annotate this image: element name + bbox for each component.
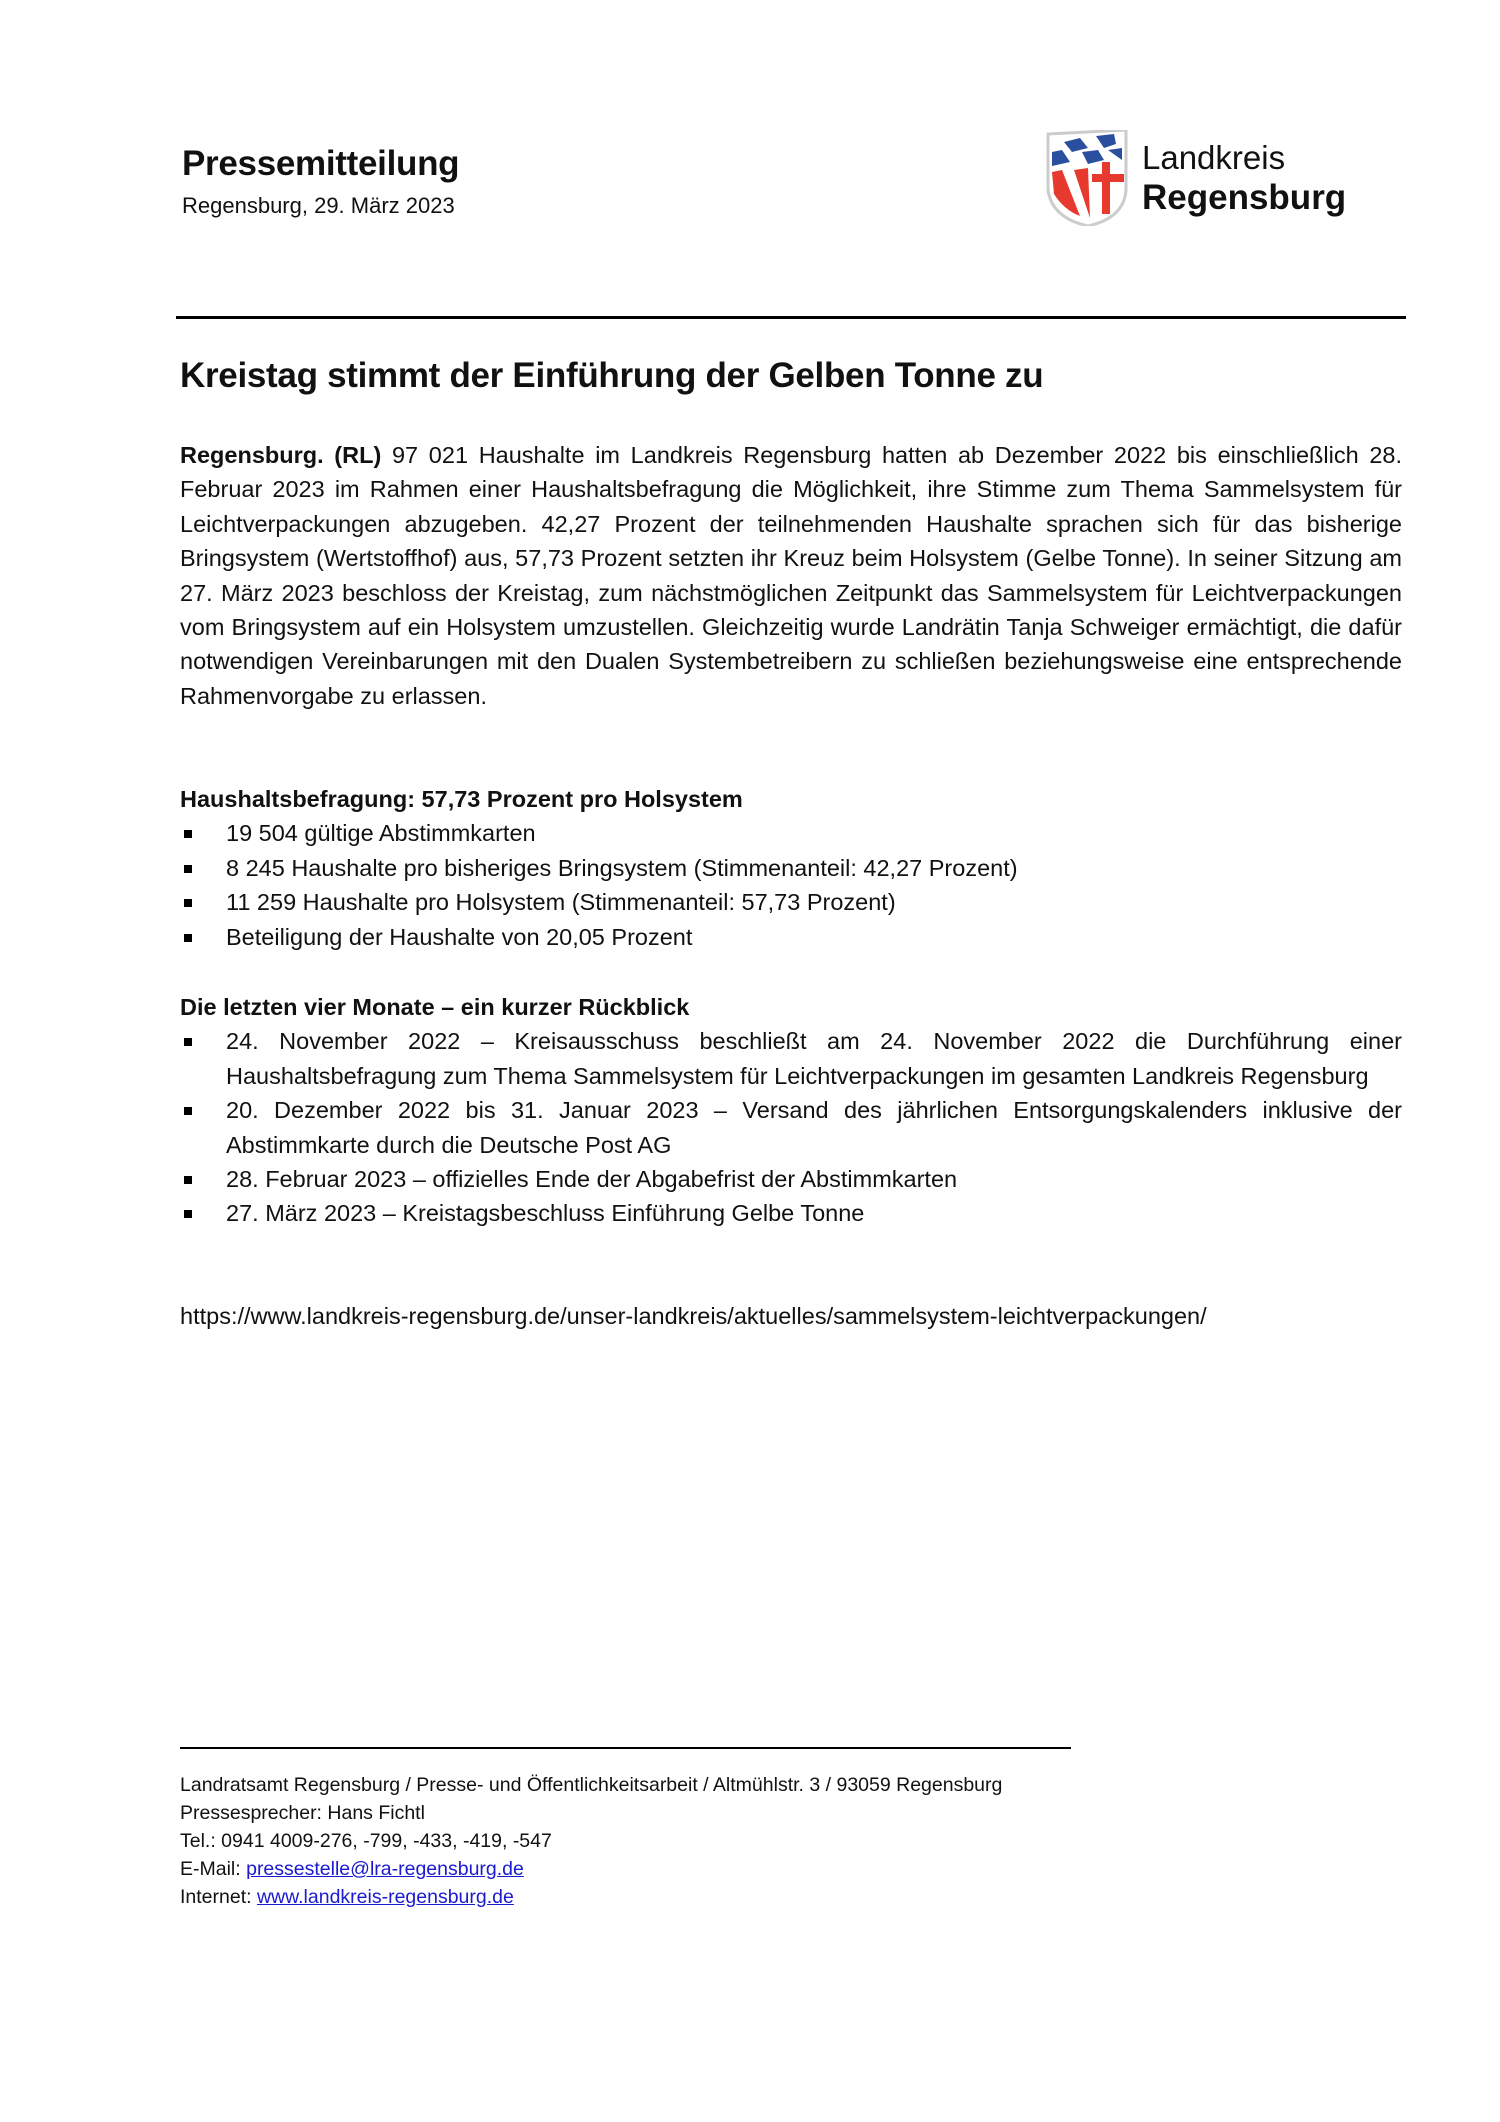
headline: Kreistag stimmt der Einführung der Gelben Tonne zu <box>180 356 1044 395</box>
footer-divider <box>180 1747 1071 1749</box>
footer-spokesperson: Pressesprecher: Hans Fichtl <box>180 1802 425 1824</box>
list-item: 27. März 2023 – Kreistagsbeschluss Einführung Gelbe Tonne <box>180 1196 1402 1230</box>
list-item: 19 504 gültige Abstimmkarten <box>180 816 1402 850</box>
email-label: E-Mail: <box>180 1858 247 1880</box>
dateline-prefix: Regensburg. (RL) <box>180 442 382 468</box>
section-timeline <box>180 990 1402 1231</box>
section-heading: Haushaltsbefragung: 57,73 Prozent pro Holsystem <box>180 786 743 812</box>
section-heading: Die letzten vier Monate – ein kurzer Rückblick <box>180 994 690 1020</box>
list-item: 11 259 Haushalte pro Holsystem (Stimmenanteil: 57,73 Prozent) <box>180 885 1402 919</box>
internet-label: Internet: <box>180 1886 257 1908</box>
header-divider <box>176 316 1406 319</box>
date-line: Regensburg, 29. März 2023 <box>182 193 455 218</box>
footer-phone: Tel.: 0941 4009-276, -799, -433, -419, -547 <box>180 1830 552 1852</box>
page-title: Pressemitteilung <box>182 144 460 183</box>
list-item: 24. November 2022 – Kreisausschuss beschließt am 24. November 2022 die Durchführung einer Haushaltsbefragung zum Thema Sammelsystem für Leichtverpackungen im gesamten Landkreis Regensburg <box>180 1024 1402 1093</box>
list-item: 8 245 Haushalte pro bisheriges Bringsystem (Stimmenanteil: 42,27 Prozent) <box>180 851 1402 885</box>
email-link[interactable]: pressestelle@lra-regensburg.de <box>246 1858 524 1880</box>
footer <box>180 1771 1002 1911</box>
logo-text <box>1142 138 1346 218</box>
source-url[interactable]: https://www.landkreis-regensburg.de/unser-landkreis/aktuelles/sammelsystem-leichtverpackungen/ <box>180 1303 1207 1329</box>
lead-paragraph <box>180 438 1402 713</box>
logo-line2: Regensburg <box>1142 178 1347 217</box>
website-link[interactable]: www.landkreis-regensburg.de <box>256 1886 514 1908</box>
footer-address: Landratsamt Regensburg / Presse- und Öffentlichkeitsarbeit / Altmühlstr. 3 / 93059 Regensburg <box>180 1774 1003 1796</box>
bullet-list <box>180 1024 1402 1230</box>
lead-text: 97 021 Haushalte im Landkreis Regensburg hatten ab Dezember 2022 bis einschließlich 28. Februar 2023 im Rahmen einer Haushaltsbefragung die Möglichkeit, ihre Stimme zum Thema Sammelsystem für Leichtverpackungen abzugeben. 42,27 Prozent der teilnehmenden Haushalte sprachen sich für das bisherige Bringsystem (Wertstoffhof) aus, 57,73 Prozent setzten ihr Kreuz beim Holsystem (Gelbe Tonne). In seiner Sitzung am 27. März 2023 beschloss der Kreistag, zum nächstmöglichen Zeitpunkt das Sammelsystem für Leichtverpackungen vom Bringsystem auf ein Holsystem umzustellen. Gleichzeitig wurde Landrätin Tanja Schweiger ermächtigt, die dafür notwendigen Vereinbarungen mit den Dualen Systembetreibern zu schließen beziehungsweise eine entsprechende Rahmenvorgabe zu erlassen. <box>180 442 1402 709</box>
list-item: 20. Dezember 2022 bis 31. Januar 2023 – Versand des jährlichen Entsorgungskalenders inklusive der Abstimmkarte durch die Deutsche Post AG <box>180 1093 1402 1162</box>
bullet-list <box>180 816 1402 954</box>
section-survey <box>180 782 1402 954</box>
list-item: Beteiligung der Haushalte von 20,05 Prozent <box>180 920 1402 954</box>
logo-line1: Landkreis <box>1142 139 1286 176</box>
list-item: 28. Februar 2023 – offizielles Ende der Abgabefrist der Abstimmkarten <box>180 1162 1402 1196</box>
